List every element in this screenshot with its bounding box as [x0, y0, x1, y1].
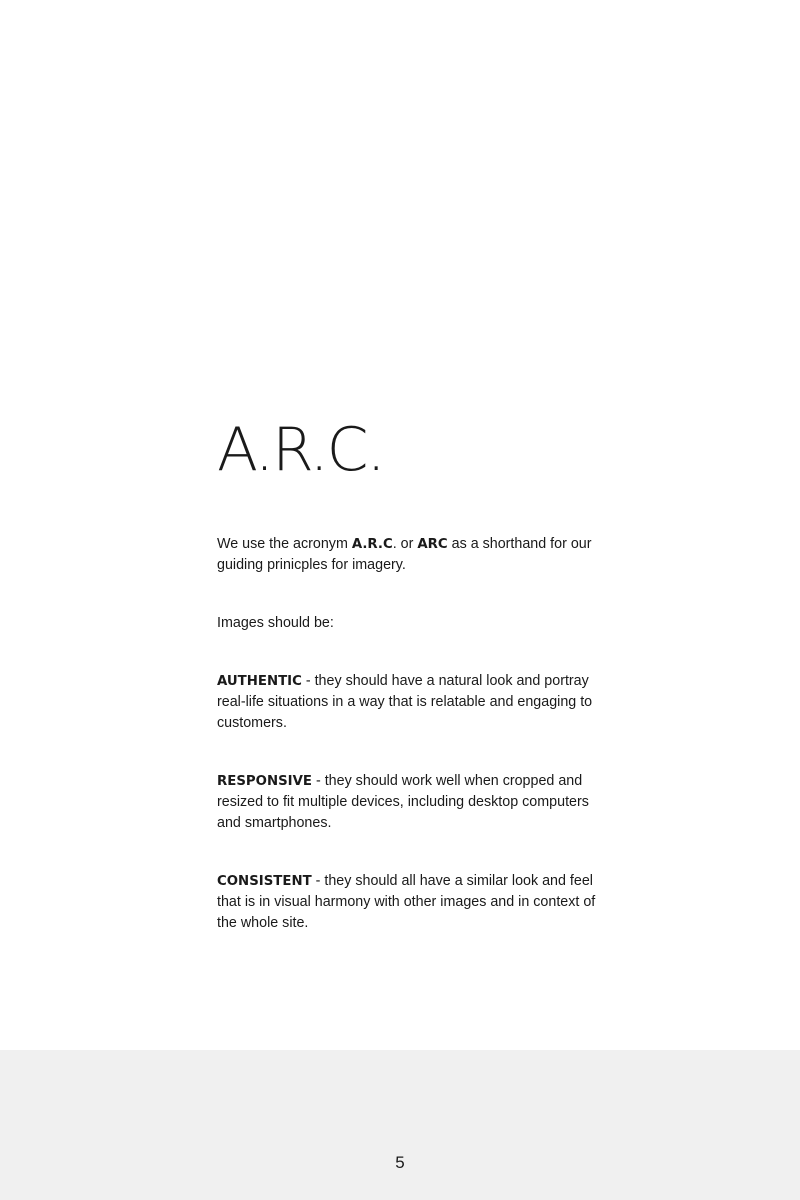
principle-term: RESPONSIVE [217, 774, 312, 789]
principle-description: - they should work well when cropped and resized to fit multiple devices, including desktop computers and smartphones. [217, 773, 589, 831]
page-title: A.R.C. [217, 415, 384, 485]
principle-term: AUTHENTIC [217, 674, 302, 689]
intro-term-acronym-dotted: A.R.C [351, 537, 393, 552]
principle-responsive [217, 771, 597, 834]
page-footer [0, 1050, 800, 1200]
lead-paragraph: Images should be: [217, 615, 334, 631]
intro-text-before: We use the acronym [217, 536, 352, 552]
intro-paragraph [217, 534, 597, 576]
intro-text-between: . or [392, 536, 418, 552]
principle-description: - they should have a natural look and portray real-life situations in a way that is relatable and engaging to customers. [217, 673, 593, 731]
principle-consistent [217, 871, 597, 934]
intro-term-acronym: ARC [417, 537, 448, 552]
principle-term: CONSISTENT [217, 874, 312, 889]
intro-text-after: as a shorthand for our guiding prinicples for imagery. [217, 536, 592, 573]
principle-authentic [217, 671, 597, 734]
page-number: 5 [395, 1153, 405, 1172]
page-content [217, 412, 597, 934]
principle-description: - they should all have a similar look and feel that is in visual harmony with other images and in context of the whole site. [217, 873, 596, 931]
